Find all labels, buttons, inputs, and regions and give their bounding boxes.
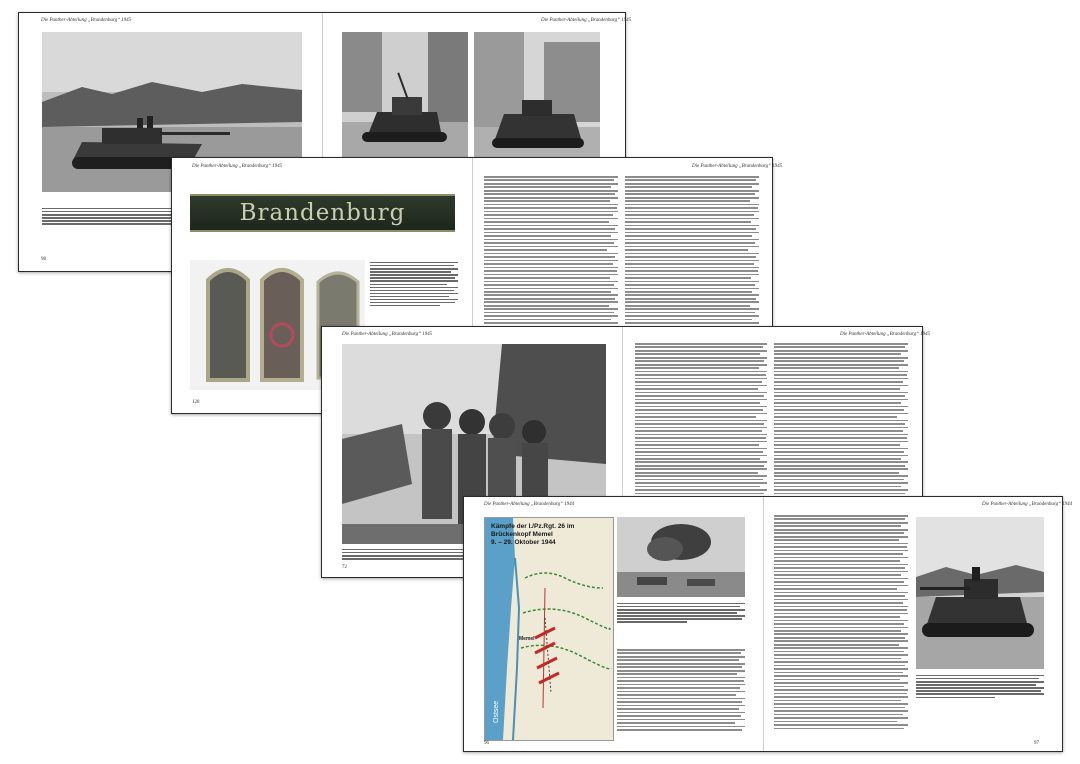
page-number-left: 98 [41,257,46,262]
body-text-column-2 [774,515,908,741]
page-number-left: 128 [192,400,200,405]
photo-caption-right [916,675,1044,720]
map-title-line-1: Kämpfe der I./Pz.Rgt. 26 im Brückenkopf Memel [491,523,575,539]
sea-label: Ostsee [493,700,500,723]
running-header-right: Die Panther-Abteilung „Brandenburg“ 1945 [840,332,931,337]
photo-tank-street-1 [342,32,468,162]
running-header-left: Die Panther-Abteilung „Brandenburg“ 1945 [41,18,132,23]
photo-panther-tank-field [916,517,1044,669]
body-text-column-1 [617,649,745,741]
photo-caption [617,603,745,645]
map-memel-bridgehead [484,517,614,741]
photo-tank-street-2 [474,32,600,162]
map-title [491,523,613,547]
running-header-right: Die Panther-Abteilung „Brandenburg“ 1945 [541,18,632,23]
city-label: Memel [519,636,535,642]
running-header-left: Die Panther-Abteilung „Brandenburg“ 1945 [342,332,433,337]
running-header-right: Die Panther-Abteilung „Brandenburg“ 1944 [982,502,1073,507]
page-number-right: 97 [1034,741,1039,746]
running-header-left: Die Panther-Abteilung „Brandenburg“ 1944 [484,502,575,507]
map-title-line-2: 9. – 29. Oktober 1944 [491,539,556,547]
running-header-left: Die Panther-Abteilung „Brandenburg“ 1945 [192,164,283,169]
photo-smoke-over-field [617,517,745,597]
brandenburg-cuff-title [190,194,455,232]
cuff-title-text: Brandenburg [239,200,406,226]
book-spread-4 [463,496,1073,752]
page-number-left: 72 [342,565,347,570]
page-number-left: 96 [484,741,489,746]
running-header-right: Die Panther-Abteilung „Brandenburg“ 1945 [692,164,783,169]
